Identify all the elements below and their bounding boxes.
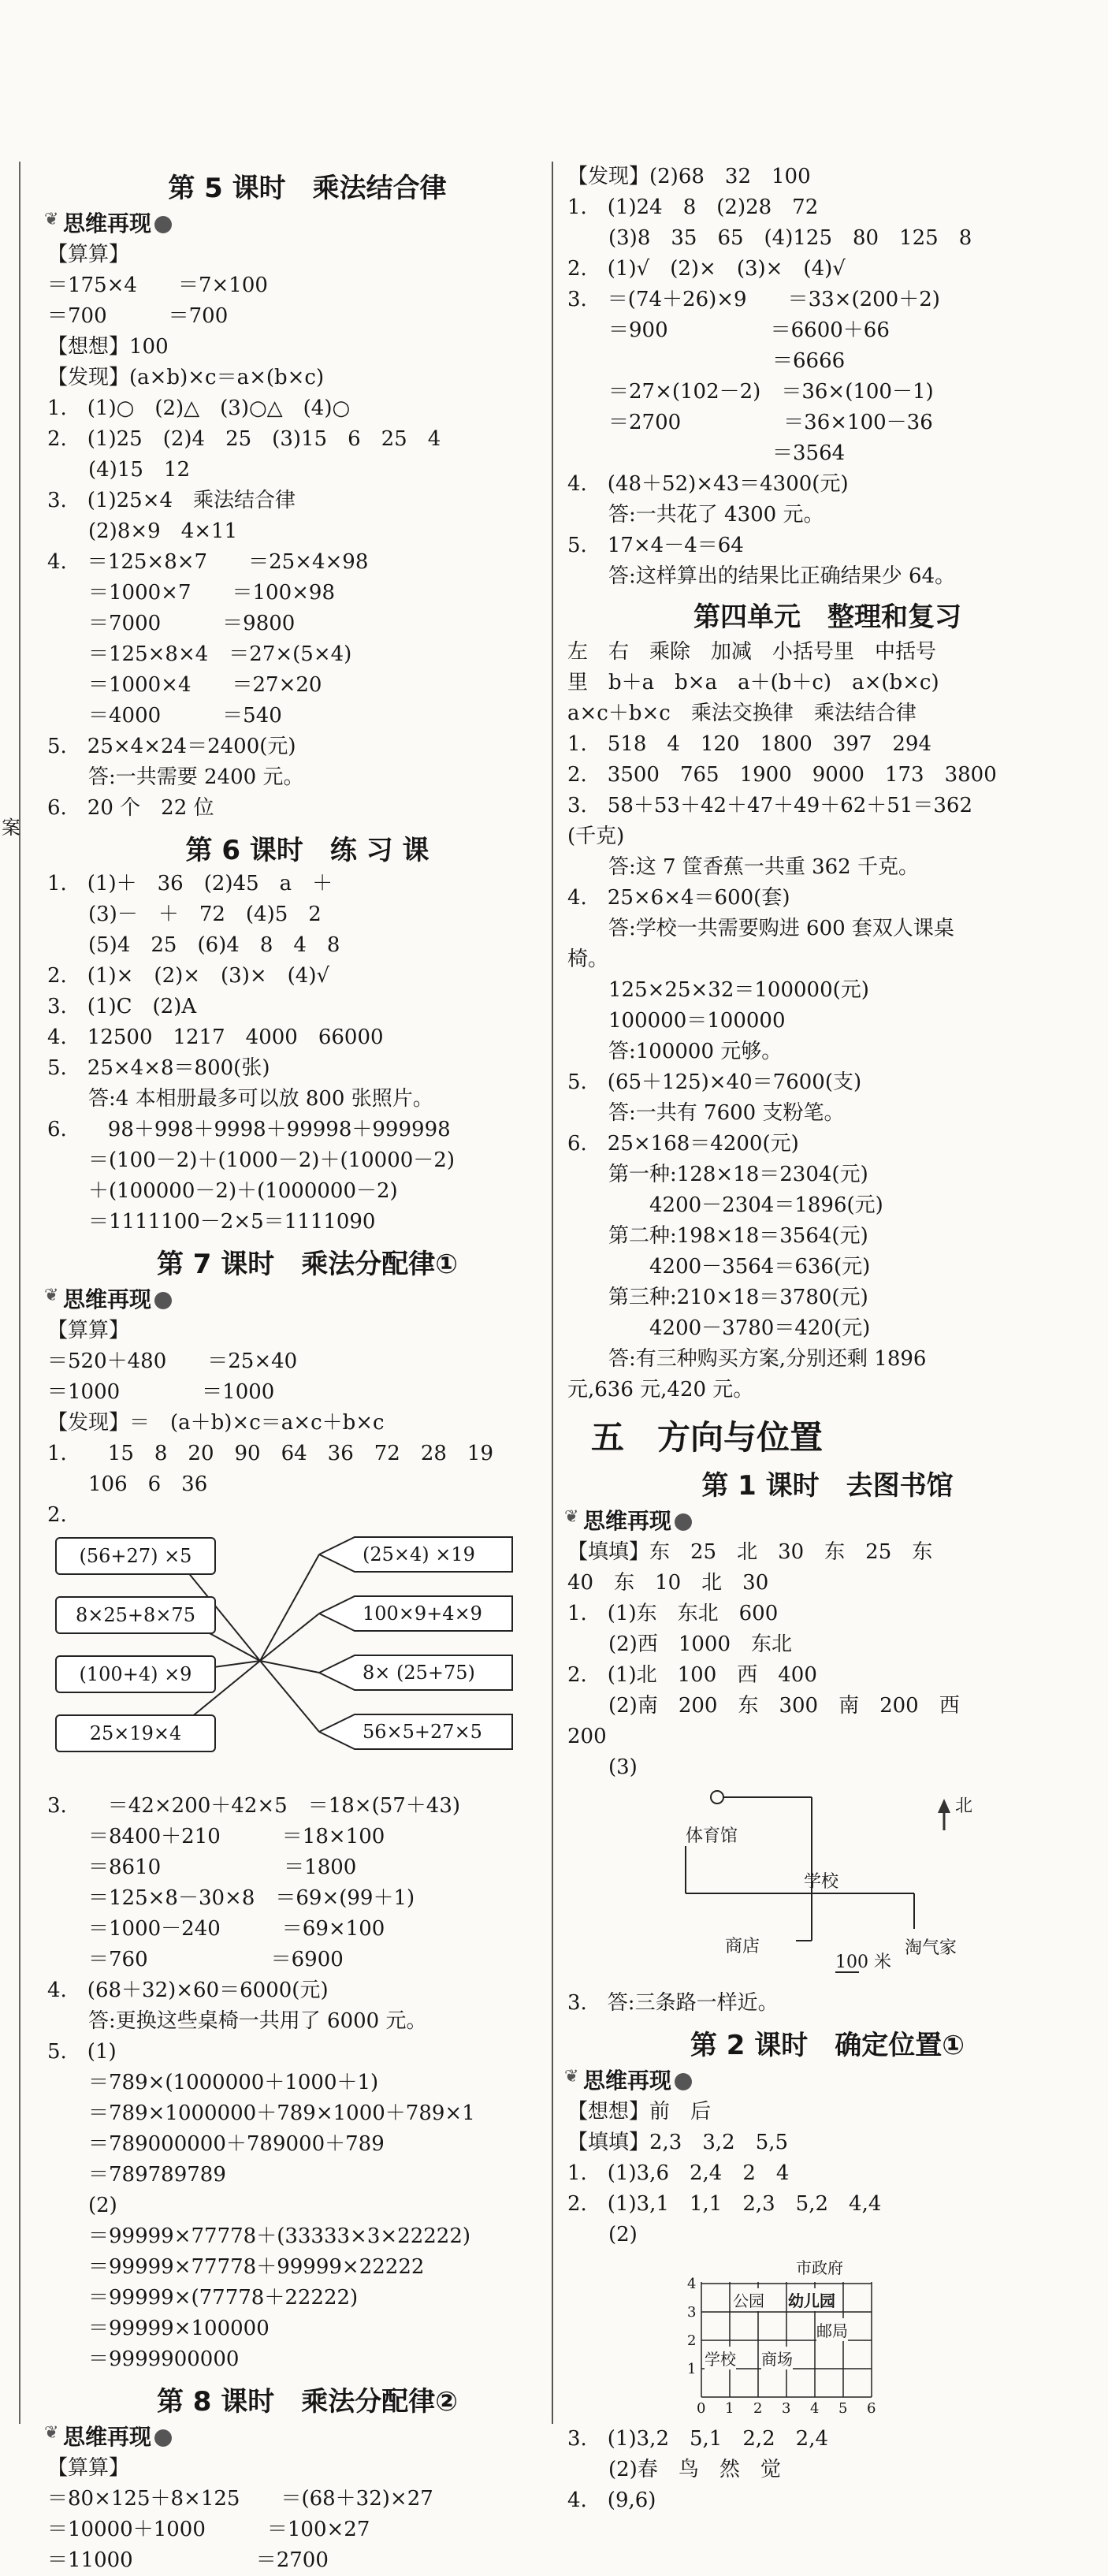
y-tick: 2 <box>687 2332 697 2349</box>
route-map <box>567 1783 1088 1988</box>
answer-line: 4. 25×6×4＝600(套) <box>567 886 790 910</box>
answer-line: 答:更换这些桌椅一共用了 6000 元。 <box>47 2009 427 2033</box>
lesson8-answers-continued <box>567 162 1088 592</box>
answer-line: 【填填】东 25 北 30 东 25 东 <box>567 1540 933 1564</box>
lesson7-answers-a <box>47 1316 567 1531</box>
answer-line: (4)15 12 <box>47 458 190 482</box>
answer-line: 4. (48＋52)×43＝4300(元) <box>567 472 849 496</box>
y-tick: 1 <box>687 2361 697 2377</box>
siwei-heading: ❦ 思维再现 <box>583 2064 1088 2095</box>
lesson6-title: 第 6 课时 练 习 课 <box>185 835 429 866</box>
answer-line: ＝99999×77778＋(33333×3×22222) <box>47 2224 471 2248</box>
answer-line: 2. (1)25 (2)4 25 (3)15 6 25 4 <box>47 427 441 451</box>
answer-line: 5. 25×4×24＝2400(元) <box>47 735 296 758</box>
answer-line: 2. 3500 765 1900 9000 173 3800 <box>567 763 997 787</box>
answer-line: ＝1000×4 ＝27×20 <box>47 673 322 697</box>
post-label: 邮局 <box>816 2318 848 2341</box>
answer-line: 6. 25×168＝4200(元) <box>567 1132 799 1156</box>
answer-line: ＝99999×77778＋99999×22222 <box>47 2255 425 2279</box>
answer-line: 106 6 36 <box>47 1472 208 1496</box>
answer-line: 【发现】(2)68 32 100 <box>567 165 811 188</box>
answer-line: 【算算】 <box>47 2456 130 2480</box>
x-tick: 2 <box>753 2400 763 2417</box>
answer-line: 【填填】2,3 3,2 5,5 <box>567 2131 789 2154</box>
answer-line: ＝9999900000 <box>47 2347 240 2371</box>
answer-line: 里 b＋a b×a a＋(b＋c) a×(b×c) <box>567 671 939 694</box>
match-left-1: (56+27) ×5 <box>55 1537 216 1575</box>
school-grid-label: 学校 <box>705 2347 736 2369</box>
answer-line: ＝8400＋210 ＝18×100 <box>47 1825 385 1848</box>
answer-line: ＝4000 ＝540 <box>47 704 282 728</box>
c1-answers <box>567 1537 1088 1783</box>
leaf-icon: ❦ <box>44 1286 59 1305</box>
answer-line: ＝6666 <box>567 349 846 373</box>
side-mark: 案 <box>2 817 20 839</box>
answer-line: (3)－ ＋ 72 (4)5 2 <box>47 903 322 926</box>
match-left-3: (100+4) ×9 <box>55 1655 216 1693</box>
right-column <box>564 162 1088 2516</box>
answer-line: 4. 12500 1217 4000 66000 <box>47 1026 384 1049</box>
answer-line: 1. 15 8 20 90 64 36 72 28 19 <box>47 1442 494 1465</box>
answer-line: ＝80×125＋8×125 ＝(68＋32)×27 <box>47 2487 433 2511</box>
answer-line: 答:一共需要 2400 元。 <box>47 765 304 789</box>
unit4-title: 第四单元 整理和复习 <box>693 601 961 633</box>
ball-icon <box>154 216 172 233</box>
answer-line: 答:这样算出的结果比正确结果少 64。 <box>567 564 956 588</box>
answer-line: ＝(100－2)＋(1000－2)＋(10000－2) <box>47 1148 455 1172</box>
matching-diagram <box>47 1531 567 1791</box>
answer-line: ＋(100000－2)＋(1000000－2) <box>47 1179 398 1203</box>
c2-answers-after <box>567 2424 1088 2516</box>
answer-line: 元,636 元,420 元。 <box>567 1378 754 1402</box>
answer-line: 100000＝100000 <box>567 1009 786 1033</box>
answer-line: ＝3564 <box>567 441 846 465</box>
left-column <box>44 162 567 2576</box>
siwei-heading: ❦ 思维再现 <box>583 1504 1088 1536</box>
answer-line: ＝789×(1000000＋1000＋1) <box>47 2071 379 2094</box>
north-label: 北 <box>955 1796 973 1816</box>
match-right-4: 56×5+27×5 <box>363 1721 482 1743</box>
ball-icon <box>154 1292 172 1309</box>
x-tick: 5 <box>838 2400 848 2417</box>
answer-line: 1. 518 4 120 1800 397 294 <box>567 732 932 756</box>
answer-line: 【想想】100 <box>47 335 169 359</box>
answer-line: 3. (1)C (2)A <box>47 995 197 1018</box>
answer-line: ＝760 ＝6900 <box>47 1948 344 1971</box>
answer-line: (3) <box>567 1755 638 1779</box>
answer-line: 2. (1)3,1 1,1 2,3 5,2 4,4 <box>567 2192 882 2216</box>
answer-line: ＝2700 ＝36×100－36 <box>567 411 933 434</box>
answer-line: 【发现】＝ (a＋b)×c＝a×c＋b×c <box>47 1411 385 1435</box>
match-left-2: 8×25+8×75 <box>55 1596 216 1634</box>
x-tick: 0 <box>697 2400 706 2417</box>
answer-line: ＝175×4 ＝7×100 <box>47 274 268 297</box>
answer-line: ＝789×1000000＋789×1000＋789×1 <box>47 2101 475 2125</box>
park-label: 公园 <box>733 2288 764 2311</box>
answer-line: 第三种:210×18＝3780(元) <box>567 1286 868 1309</box>
position-grid <box>567 2250 1088 2424</box>
answer-line: ＝27×(102－2) ＝36×(100－1) <box>567 380 934 404</box>
answer-line: a×c＋b×c 乘法交换律 乘法结合律 <box>567 702 917 725</box>
answer-line: 3. 58＋53＋42＋47＋49＋62＋51＝362 <box>567 794 973 817</box>
shop-label: 商店 <box>725 1937 760 1956</box>
answer-line: 5. (1) <box>47 2040 117 2064</box>
leaf-icon: ❦ <box>44 2423 59 2443</box>
answer-line: 【发现】(a×b)×c＝a×(b×c) <box>47 366 325 389</box>
answer-line: 3. (1)25×4 乘法结合律 <box>47 489 296 512</box>
answer-line: 4200－2304＝1896(元) <box>567 1193 883 1217</box>
match-right-2: 100×9+4×9 <box>363 1603 482 1625</box>
siwei-heading: ❦ 思维再现 <box>63 207 567 238</box>
answer-line: 答:有三种购买方案,分别还剩 1896 <box>567 1347 927 1371</box>
answer-line: (2)8×9 4×11 <box>47 519 238 543</box>
answer-line: (2)南 200 东 300 南 200 西 <box>567 1694 960 1718</box>
answer-line: 2. (1)√ (2)× (3)× (4)√ <box>567 257 846 281</box>
answer-line: 3. ＝(74＋26)×9 ＝33×(200＋2) <box>567 288 940 311</box>
answer-line: 4200－3564＝636(元) <box>567 1255 871 1279</box>
answer-line: 125×25×32＝100000(元) <box>567 978 869 1002</box>
library-label: 体育馆 <box>686 1826 738 1846</box>
ball-icon <box>675 2073 692 2090</box>
answer-line: 1. (1)东 东北 600 <box>567 1602 779 1625</box>
answer-line: 3. ＝42×200＋42×5 ＝18×(57＋43) <box>47 1794 461 1818</box>
answer-line: (2) <box>47 2194 117 2217</box>
answer-line: ＝10000＋1000 ＝100×27 <box>47 2518 370 2541</box>
answer-line: 4200－3780＝420(元) <box>567 1316 871 1340</box>
answer-line: 【算算】 <box>47 243 130 266</box>
answer-line: 6. 20 个 22 位 <box>47 796 214 820</box>
lesson5-answers <box>47 240 567 824</box>
school-label: 学校 <box>804 1872 839 1892</box>
answer-line: 【想想】前 后 <box>567 2100 712 2124</box>
answer-line: ＝1111100－2×5＝1111090 <box>47 1210 376 1234</box>
unit4-answers <box>567 637 1088 1405</box>
gov-label: 市政府 <box>796 2258 843 2277</box>
answer-line: ＝7000 ＝9800 <box>47 612 296 635</box>
answer-line: 2. (1)北 100 西 400 <box>567 1663 817 1687</box>
leaf-icon: ❦ <box>564 2067 579 2086</box>
answer-line: ＝520＋480 ＝25×40 <box>47 1349 298 1373</box>
answer-line: 3. (1)3,2 5,1 2,2 2,4 <box>567 2427 829 2451</box>
answer-line: 5. (65＋125)×40＝7600(支) <box>567 1070 862 1094</box>
answer-line: (2)春 鸟 然 觉 <box>567 2458 781 2481</box>
answer-line: 答:学校一共需要购进 600 套双人课桌 <box>567 917 954 940</box>
answer-line: 【算算】 <box>47 1319 130 1342</box>
y-tick: 4 <box>687 2276 697 2292</box>
answer-line: 1. (1)24 8 (2)28 72 <box>567 195 819 219</box>
answer-line: ＝900 ＝6600＋66 <box>567 318 890 342</box>
answer-line: (2)西 1000 东北 <box>567 1632 792 1656</box>
answer-line: 第一种:128×18＝2304(元) <box>567 1163 868 1186</box>
answer-line: 第二种:198×18＝3564(元) <box>567 1224 868 1248</box>
ball-icon <box>675 1513 692 1531</box>
x-tick: 6 <box>867 2400 876 2417</box>
answer-line: 答:一共花了 4300 元。 <box>567 503 824 527</box>
answer-line: 4. (68＋32)×60＝6000(元) <box>47 1979 329 2002</box>
answer-line: (2) <box>567 2223 638 2247</box>
answer-line: ＝125×8×4 ＝27×(5×4) <box>47 642 352 666</box>
home-label: 淘气家 <box>905 1938 957 1958</box>
lesson7-answers-b <box>47 1791 567 2375</box>
lesson5-title: 第 5 课时 乘法结合律 <box>168 173 447 204</box>
answer-line: ＝11000 ＝2700 <box>47 2548 329 2572</box>
answer-line: 40 东 10 北 30 <box>567 1571 769 1595</box>
answer-line: 2. <box>47 1503 67 1527</box>
answer-line: 答:一共有 7600 支粉笔。 <box>567 1101 845 1125</box>
siwei-heading: ❦ 思维再现 <box>63 1282 567 1314</box>
answer-line: ＝99999×(77778＋22222) <box>47 2286 359 2310</box>
answer-line: 200 <box>567 1725 607 1748</box>
leaf-icon: ❦ <box>44 210 59 229</box>
answer-line: 答:4 本相册最多可以放 800 张照片。 <box>47 1087 433 1111</box>
answer-line: 6. 98＋998＋9998＋99998＋999998 <box>47 1118 451 1141</box>
answer-line: 椅。 <box>567 947 609 971</box>
answer-line: 答:这 7 筐香蕉一共重 362 千克。 <box>567 855 919 879</box>
answer-line: 1. (1)＋ 36 (2)45 a ＋ <box>47 872 333 895</box>
siwei-heading: ❦ 思维再现 <box>63 2420 567 2451</box>
c1-title: 第 1 课时 去图书馆 <box>701 1470 954 1502</box>
answer-line: 1. (1)3,6 2,4 2 4 <box>567 2161 790 2185</box>
c2-answers <box>567 2097 1088 2250</box>
answer-line: ＝99999×100000 <box>47 2317 270 2340</box>
answer-line: (千克) <box>567 825 625 848</box>
chapter5-title: 五 方向与位置 <box>591 1418 824 1457</box>
answer-line: ＝700 ＝700 <box>47 304 229 328</box>
lesson7-title: 第 7 课时 乘法分配律① <box>156 1249 459 1280</box>
answer-line: ＝789789789 <box>47 2163 226 2187</box>
match-left-4: 25×19×4 <box>55 1714 216 1752</box>
answer-line: ＝125×8－30×8 ＝69×(99＋1) <box>47 1886 415 1910</box>
lesson8-title: 第 8 课时 乘法分配律② <box>156 2386 459 2418</box>
c1-answers-after <box>567 1988 1088 2019</box>
answer-line: 1. (1)○ (2)△ (3)○△ (4)○ <box>47 396 351 420</box>
x-tick: 1 <box>725 2400 734 2417</box>
answer-line: 4. ＝125×8×7 ＝25×4×98 <box>47 550 369 574</box>
x-tick: 4 <box>810 2400 820 2417</box>
answer-line: ＝1000×7 ＝100×98 <box>47 581 335 605</box>
ball-icon <box>154 2429 172 2447</box>
answer-line: (3)8 35 65 (4)125 80 125 8 <box>567 226 972 250</box>
lesson6-answers <box>47 869 567 1238</box>
match-right-3: 8× (25+75) <box>363 1662 475 1684</box>
answer-line: 3. 答:三条路一样近。 <box>567 1991 779 2015</box>
answer-line: ＝1000 ＝1000 <box>47 1380 275 1404</box>
answer-line: 4. (9,6) <box>567 2489 656 2512</box>
x-tick: 3 <box>782 2400 791 2417</box>
c2-title: 第 2 课时 确定位置① <box>690 2030 965 2061</box>
mall-label: 商场 <box>761 2347 793 2369</box>
binding-line <box>19 162 20 2424</box>
answer-line: 答:100000 元够。 <box>567 1040 783 1063</box>
leaf-icon: ❦ <box>564 1507 579 1527</box>
answer-line: 5. 25×4×8＝800(张) <box>47 1056 270 1080</box>
answer-line: ＝8610 ＝1800 <box>47 1856 357 1879</box>
answer-line: (5)4 25 (6)4 8 4 8 <box>47 933 340 957</box>
lesson8-answers <box>47 2453 567 2576</box>
answer-line: ＝1000－240 ＝69×100 <box>47 1917 385 1941</box>
scale-label: 100 米 <box>835 1952 891 1972</box>
y-tick: 3 <box>687 2304 697 2321</box>
answer-line: 5. 17×4－4＝64 <box>567 534 744 557</box>
kinder-label: 幼儿园 <box>788 2288 835 2311</box>
answer-line: 2. (1)× (2)× (3)× (4)√ <box>47 964 330 988</box>
answer-line: 左 右 乘除 加减 小括号里 中括号 <box>567 640 937 664</box>
match-right-1: (25×4) ×19 <box>363 1543 475 1565</box>
answer-line: ＝789000000＋789000＋789 <box>47 2132 385 2156</box>
